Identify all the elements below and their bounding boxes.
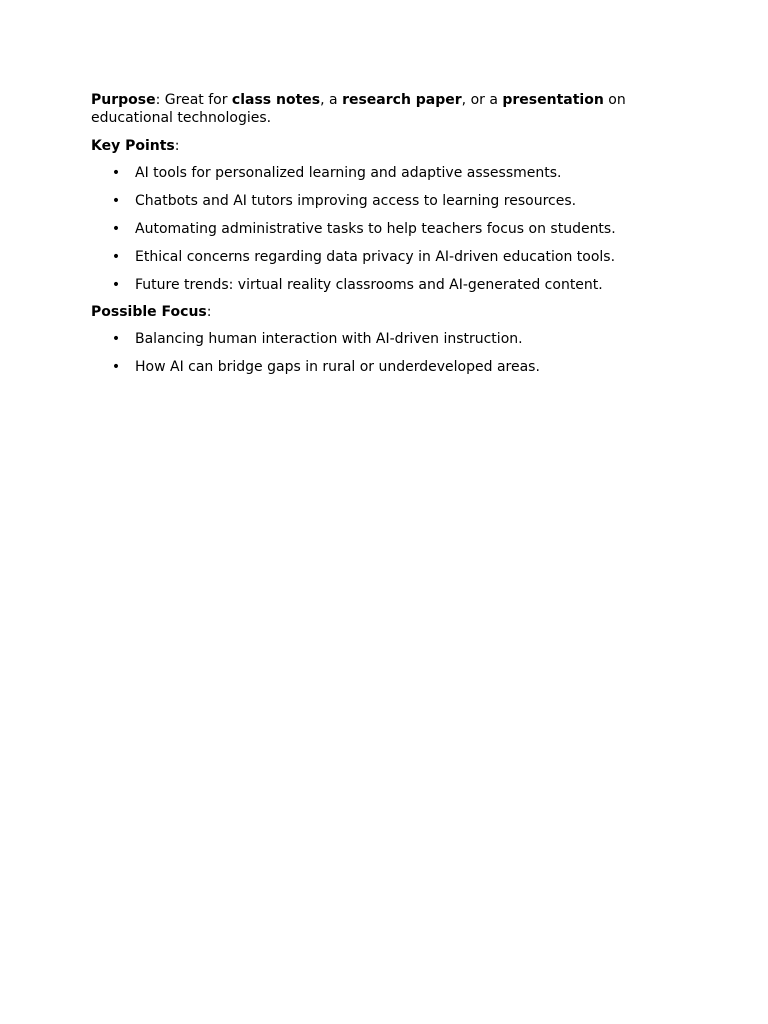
list-item-text: Chatbots and AI tutors improving access to learning resources.: [135, 193, 577, 209]
key-points-label: Key Points: [91, 138, 175, 154]
bullet-icon: •: [111, 277, 121, 293]
list-item-text: Ethical concerns regarding data privacy in AI-driven education tools.: [135, 249, 616, 265]
list-item: [91, 248, 651, 266]
key-points-list: [91, 164, 651, 294]
list-item-text: Balancing human interaction with AI-driven instruction.: [135, 331, 523, 347]
purpose-text-2: , a: [320, 92, 343, 108]
purpose-term-presentation: presentation: [502, 92, 604, 108]
purpose-text-4: on educational technologies.: [91, 92, 626, 126]
bullet-icon: •: [111, 331, 121, 347]
possible-focus-label: Possible Focus: [91, 304, 207, 320]
purpose-term-research-paper: research paper: [342, 92, 462, 108]
possible-focus-list: [91, 330, 651, 376]
list-item: [91, 164, 651, 182]
key-points-heading: [91, 137, 651, 155]
list-item: [91, 330, 651, 348]
purpose-term-class-notes: class notes: [231, 92, 321, 108]
bullet-icon: •: [111, 359, 121, 375]
list-item: [91, 220, 651, 238]
list-item-text: AI tools for personalized learning and adaptive assessments.: [135, 165, 562, 181]
possible-focus-colon: :: [206, 304, 212, 320]
list-item-text: Automating administrative tasks to help teachers focus on students.: [135, 221, 616, 237]
list-item-text: Future trends: virtual reality classrooms and AI-generated content.: [135, 277, 603, 293]
bullet-icon: •: [111, 249, 121, 265]
key-points-colon: :: [174, 138, 180, 154]
bullet-icon: •: [111, 221, 121, 237]
list-item: [91, 192, 651, 210]
list-item: [91, 358, 651, 376]
possible-focus-heading: [91, 303, 651, 321]
purpose-text-1: Great for: [160, 92, 232, 108]
bullet-icon: •: [111, 193, 121, 209]
bullet-icon: •: [111, 165, 121, 181]
purpose-text-3: , or a: [461, 92, 503, 108]
list-item-text: How AI can bridge gaps in rural or underdeveloped areas.: [135, 359, 540, 375]
list-item: [91, 276, 651, 294]
purpose-label: Purpose: [91, 92, 156, 108]
purpose-paragraph: [91, 91, 651, 127]
purpose-colon: :: [155, 92, 161, 108]
document-body: [91, 91, 651, 386]
